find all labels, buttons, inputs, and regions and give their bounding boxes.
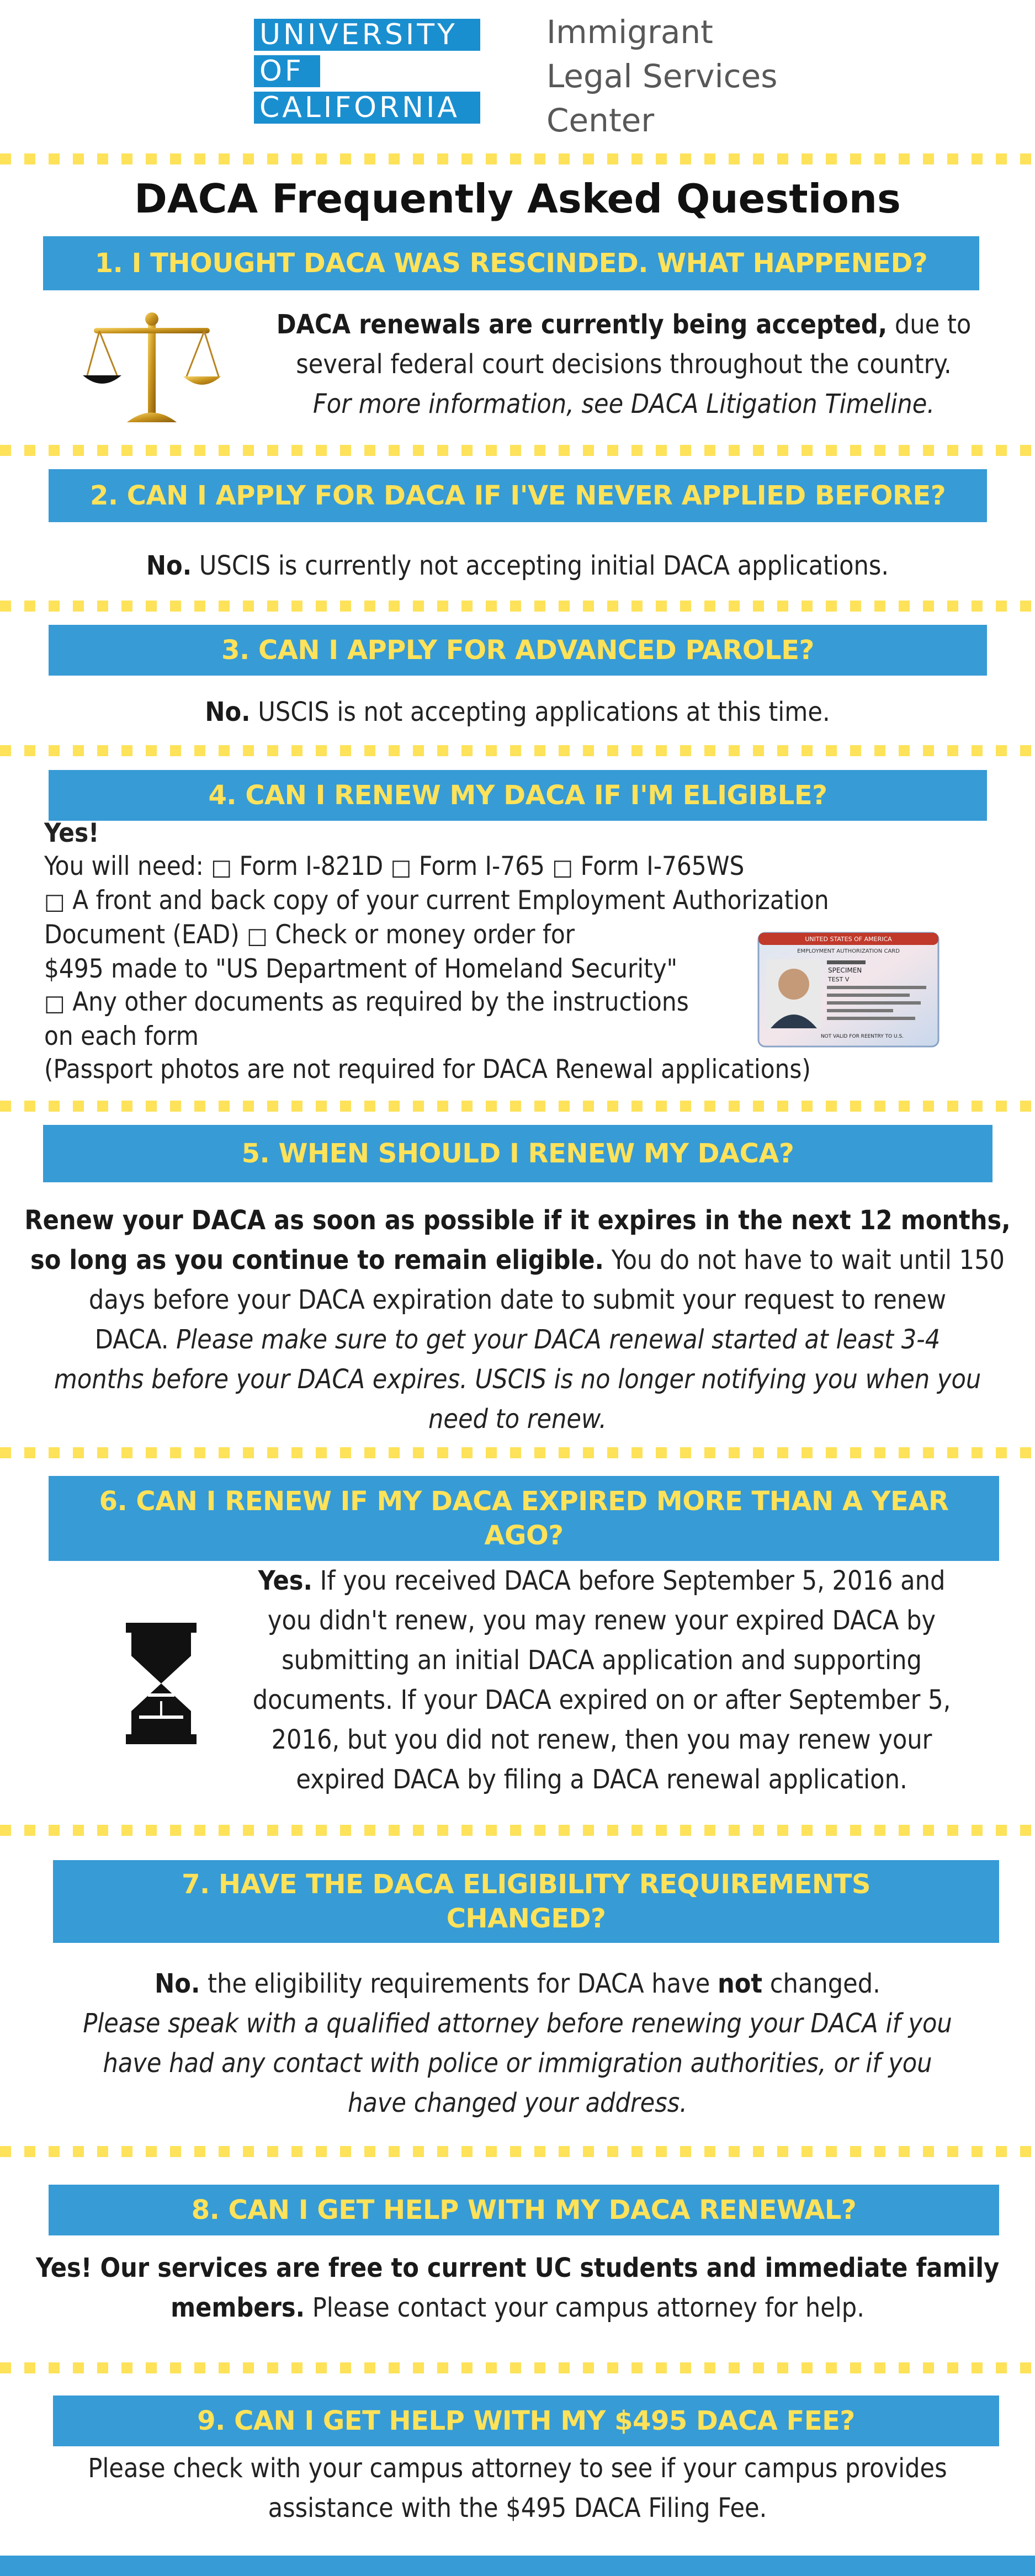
question-5-heading: 5. WHEN SHOULD I RENEW MY DACA? (43, 1125, 992, 1182)
answer-2-bold: No. (146, 550, 192, 581)
uc-logo-line: UNIVERSITY (254, 19, 480, 51)
dotted-divider (0, 1447, 1035, 1458)
question-4-heading: 4. CAN I RENEW MY DACA IF I'M ELIGIBLE? (49, 770, 987, 821)
checkbox-icon: □ (211, 855, 232, 880)
answer-6-line: 2016, but you did not renew, then you may renew your (271, 1724, 932, 1755)
question-7-heading (53, 1860, 999, 1943)
answer-2-text: USCIS is currently not accepting initial DACA applications. (192, 550, 889, 581)
checkbox-icon: □ (390, 855, 412, 880)
answer-1-text: due to (887, 309, 972, 340)
answer-5-line (0, 1399, 1035, 1439)
form-i765ws: Form I-765WS (573, 851, 745, 881)
answer-1-line (254, 305, 994, 344)
form-i765: Form I-765 (411, 851, 553, 881)
org-name-line: Legal Services (546, 57, 778, 95)
answer-5-line: days before your DACA expiration date to submit your request to renew (88, 1284, 947, 1315)
answer-1 (254, 305, 994, 424)
question-1-heading: 1. I THOUGHT DACA WAS RESCINDED. WHAT HAPPENED? (43, 236, 979, 290)
answer-5-line (0, 1240, 1035, 1280)
answer-7-bold: No. (155, 1968, 200, 1999)
answer-4 (44, 817, 829, 1086)
answer-3-text: USCIS is not accepting applications at this time. (250, 697, 830, 727)
attorney-note: have had any contact with police or immigration authorities, or if you (103, 2048, 932, 2079)
answer-3 (0, 692, 1035, 732)
org-name-line: Immigrant (546, 13, 713, 51)
ead-copy: Document (EAD) (44, 920, 247, 950)
renewal-note: months before your DACA expires. USCIS is no longer notifying you when you (54, 1364, 981, 1395)
attorney-note: have changed your address. (348, 2088, 687, 2118)
answer-8-bold: members. (171, 2292, 305, 2323)
answer-6-line (221, 1561, 983, 1601)
answer-4-line: on each form (44, 1021, 199, 1051)
answer-2 (0, 546, 1035, 586)
answer-7-line (0, 2043, 1035, 2083)
answer-5-bold: so long as you continue to remain eligible. (30, 1245, 604, 1276)
answer-1-bold: DACA renewals are currently being accepted, (276, 309, 888, 340)
answer-5-line (0, 1359, 1035, 1399)
answer-3-bold: No. (205, 697, 251, 727)
question-2-heading: 2. CAN I APPLY FOR DACA IF I'VE NEVER APPLIED BEFORE? (49, 469, 987, 522)
answer-7-line (0, 2083, 1035, 2123)
answer-6-line: submitting an initial DACA application and supporting (282, 1645, 922, 1676)
answer-6-line: expired DACA by filing a DACA renewal application. (296, 1764, 907, 1795)
answer-4-yes: Yes! (44, 818, 99, 848)
question-8-heading: 8. CAN I GET HELP WITH MY DACA RENEWAL? (49, 2185, 999, 2235)
answer-6-bold: Yes. (258, 1565, 312, 1596)
page-title: DACA Frequently Asked Questions (134, 176, 901, 222)
answer-4-line (44, 884, 829, 918)
uc-logo-line: CALIFORNIA (254, 92, 480, 124)
card-specimen-text: SPECIMEN (828, 966, 862, 974)
org-name-line: Center (546, 102, 655, 139)
answer-6 (221, 1561, 983, 1799)
renewal-note: Please make sure to get your DACA renewal started at least 3-4 (176, 1324, 941, 1355)
dotted-divider (0, 153, 1035, 164)
answer-7-emphasis: not (717, 1968, 763, 1999)
answer-5-text: You do not have to wait until 150 (603, 1245, 1005, 1276)
dotted-divider (0, 1825, 1035, 1836)
check-money-order: Check or money order for (267, 920, 575, 950)
question-6-heading-line: AGO? (484, 1520, 564, 1551)
question-3-heading: 3. CAN I APPLY FOR ADVANCED PAROLE? (49, 625, 987, 676)
other-documents: Any other documents as required by the instructions (65, 987, 689, 1017)
answer-9-line: assistance with the $495 DACA Filing Fee. (268, 2493, 767, 2524)
ead-copy: A front and back copy of your current Employment Authorization (65, 885, 829, 916)
card-name-text: TEST V (828, 976, 850, 983)
renewal-note: need to renew. (428, 1404, 607, 1435)
question-6-heading (49, 1476, 999, 1561)
form-i821d: Form I-821D (232, 851, 391, 881)
answer-7-line (0, 2004, 1035, 2043)
answer-5-line (0, 1201, 1035, 1240)
answer-8-text: Please contact your campus attorney for help. (305, 2292, 864, 2323)
dotted-divider (0, 445, 1035, 456)
dotted-divider (0, 2146, 1035, 2157)
answer-7-text: changed. (762, 1968, 880, 1999)
hourglass-icon (126, 1623, 197, 1744)
dotted-divider (0, 745, 1035, 756)
litigation-note: For more information, see DACA Litigation Timeline. (312, 389, 935, 419)
footer-bar (0, 2556, 1035, 2576)
answer-1-line: several federal court decisions throughout the country. (296, 349, 952, 380)
answer-9-line: Please check with your campus attorney to see if your campus provides (88, 2453, 947, 2484)
checkbox-icon: □ (44, 991, 65, 1016)
answer-5 (0, 1201, 1035, 1439)
answer-7-text: the eligibility requirements for DACA have (200, 1968, 718, 1999)
employment-authorization-card-icon (757, 932, 940, 1048)
answer-5-text: DACA. (94, 1324, 177, 1355)
uc-logo (254, 19, 480, 129)
card-header-text: UNITED STATES OF AMERICA (805, 936, 892, 943)
checkbox-icon: □ (247, 923, 268, 949)
answer-8-line (0, 2248, 1035, 2288)
answer-8-bold: Yes! Our services are free to current UC students and immediate family (35, 2253, 1000, 2283)
answer-1-line (254, 384, 994, 424)
uc-logo-line: OF (254, 55, 320, 87)
scales-of-justice-icon (83, 309, 221, 431)
answer-4-line (44, 986, 829, 1020)
answer-6-line: you didn't renew, you may renew your expired DACA by (267, 1605, 936, 1636)
answer-7-line (0, 1964, 1035, 2004)
answer-4-line (44, 918, 829, 953)
checkbox-icon: □ (552, 855, 574, 880)
card-footer-text: NOT VALID FOR REENTRY TO U.S. (820, 1034, 904, 1039)
answer-7 (0, 1964, 1035, 2123)
answer-4-text: You will need: (44, 851, 204, 881)
answer-5-bold: Renew your DACA as soon as possible if it expires in the next 12 months, (24, 1205, 1011, 1236)
organization-name (546, 10, 777, 142)
answer-4-line: (Passport photos are not required for DACA Renewal applications) (44, 1054, 811, 1085)
answer-5-line (0, 1320, 1035, 1359)
attorney-note: Please speak with a qualified attorney before renewing your DACA if you (83, 2008, 952, 2039)
dotted-divider (0, 1101, 1035, 1112)
checkbox-icon: □ (44, 889, 65, 915)
answer-8-line (0, 2288, 1035, 2328)
dotted-divider (0, 601, 1035, 612)
question-7-heading-line: 7. HAVE THE DACA ELIGIBILITY REQUIREMENTS (182, 1869, 871, 1900)
question-6-heading-line: 6. CAN I RENEW IF MY DACA EXPIRED MORE THAN A YEAR (99, 1486, 949, 1517)
answer-6-text: If you received DACA before September 5, 2016 and (312, 1565, 946, 1596)
dotted-divider (0, 2362, 1035, 2373)
answer-8 (0, 2248, 1035, 2328)
answer-6-line: documents. If your DACA expired on or after September 5, (252, 1685, 951, 1715)
card-subtitle-text: EMPLOYMENT AUTHORIZATION CARD (797, 948, 900, 954)
question-9-heading: 9. CAN I GET HELP WITH MY $495 DACA FEE? (53, 2396, 999, 2446)
answer-4-line (44, 850, 829, 884)
answer-4-line: $495 made to "US Department of Homeland Security" (44, 954, 678, 984)
question-7-heading-line: CHANGED? (446, 1903, 606, 1934)
answer-9 (0, 2448, 1035, 2528)
